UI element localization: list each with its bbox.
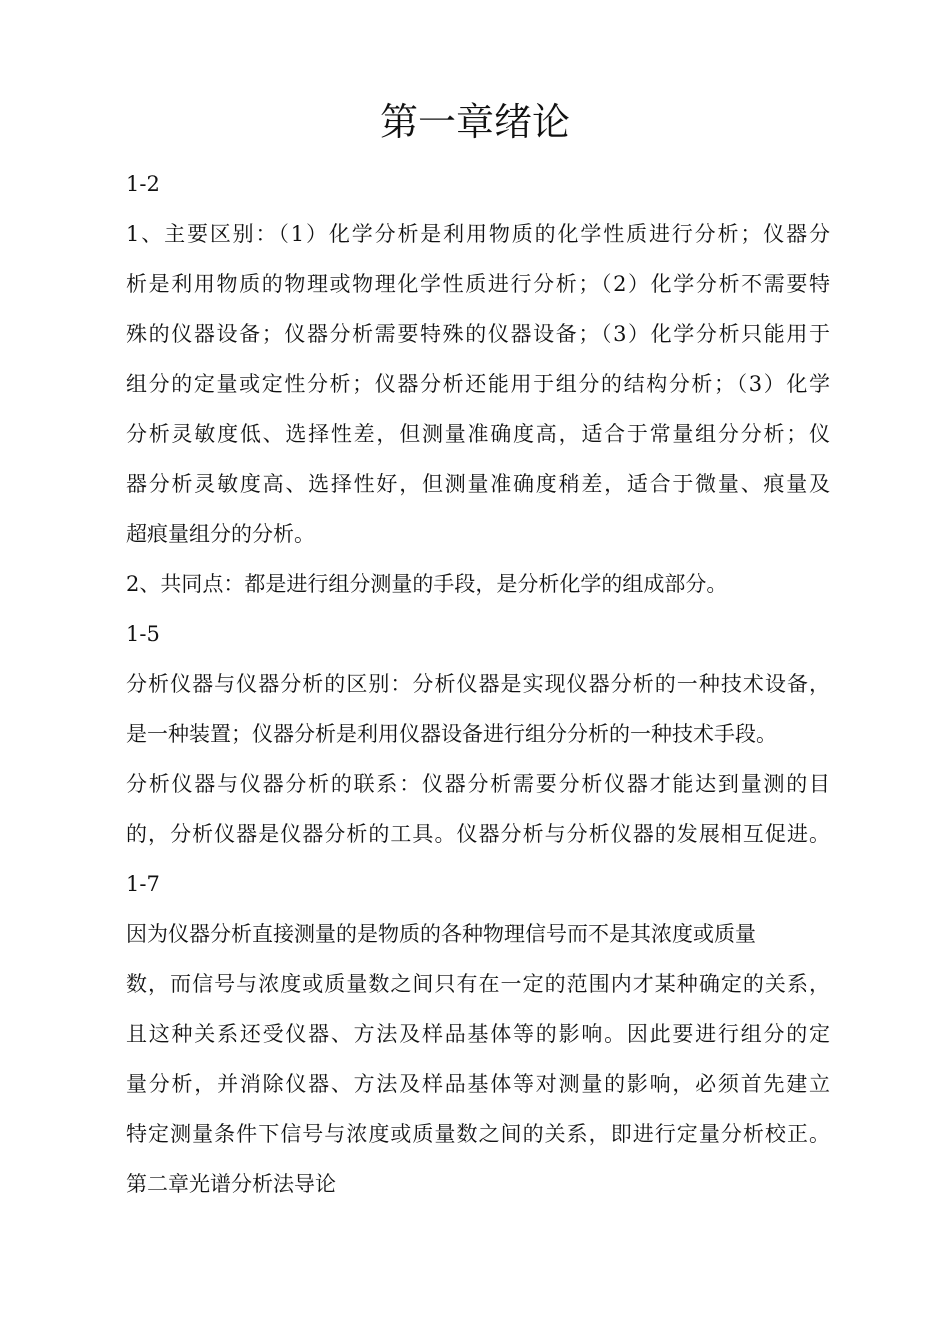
paragraph-line: 2、共同点：都是进行组分测量的手段，是分析化学的组成部分。: [126, 572, 728, 596]
chapter-heading: 第二章光谱分析法导论: [126, 1172, 336, 1196]
paragraph-line: 分析仪器与仪器分析的区别：分析仪器是实现仪器分析的一种技术设备，: [126, 672, 830, 696]
paragraph-line: 数，而信号与浓度或质量数之间只有在一定的范围内才某种确定的关系，: [126, 972, 830, 996]
section-number: 1-5: [126, 622, 160, 646]
paragraph-line: 殊的仪器设备；仪器分析需要特殊的仪器设备；（3）化学分析只能用于: [126, 322, 830, 346]
paragraph-line: 且这种关系还受仪器、方法及样品基体等的影响。因此要进行组分的定: [126, 1022, 830, 1046]
paragraph-line: 分析仪器与仪器分析的联系：仪器分析需要分析仪器才能达到量测的目: [126, 772, 830, 796]
chapter-title: 第一章绪论: [379, 100, 570, 144]
paragraph-line: 是一种装置；仪器分析是利用仪器设备进行组分分析的一种技术手段。: [126, 722, 777, 746]
paragraph-line: 特定测量条件下信号与浓度或质量数之间的关系，即进行定量分析校正。: [126, 1122, 830, 1146]
paragraph-line: 超痕量组分的分析。: [126, 522, 315, 546]
paragraph-line: 器分析灵敏度高、选择性好，但测量准确度稍差，适合于微量、痕量及: [126, 472, 830, 496]
section-number: 1-2: [126, 172, 160, 196]
paragraph-line: 因为仪器分析直接测量的是物质的各种物理信号而不是其浓度或质量: [126, 922, 756, 946]
section-number: 1-7: [126, 872, 160, 896]
paragraph-line: 析是利用物质的物理或物理化学性质进行分析；（2）化学分析不需要特: [126, 272, 830, 296]
paragraph-line: 组分的定量或定性分析；仪器分析还能用于组分的结构分析；（3）化学: [126, 372, 830, 396]
paragraph-line: 量分析，并消除仪器、方法及样品基体等对测量的影响，必须首先建立: [126, 1072, 830, 1096]
paragraph-line: 分析灵敏度低、选择性差，但测量准确度高，适合于常量组分分析；仪: [126, 422, 830, 446]
paragraph-line: 1、主要区别：（1）化学分析是利用物质的化学性质进行分析；仪器分: [126, 222, 830, 246]
paragraph-line: 的，分析仪器是仪器分析的工具。仪器分析与分析仪器的发展相互促进。: [126, 822, 830, 846]
